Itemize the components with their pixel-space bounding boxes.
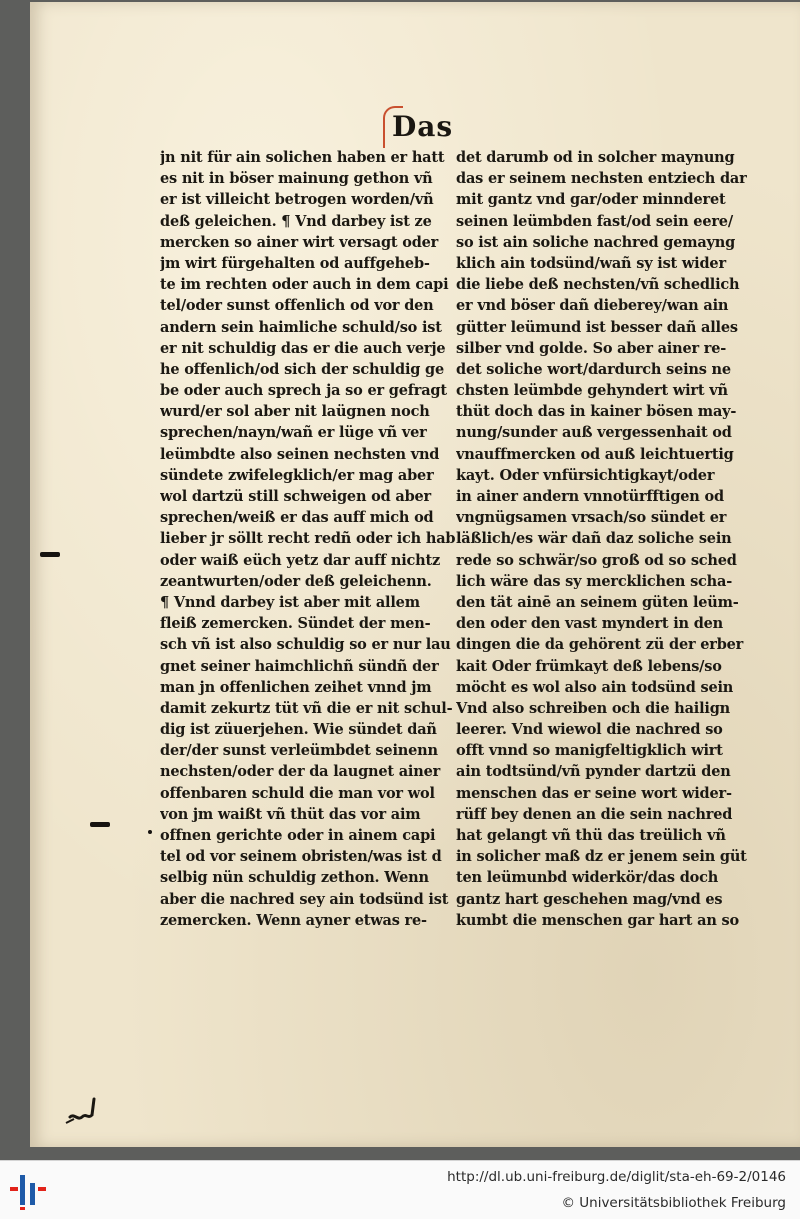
- text-line: tel/oder sunst offenlich od vor den: [160, 297, 434, 315]
- text-line: sündete zwifelegklich/er mag aber: [160, 466, 434, 484]
- text-line: möcht es wol also ain todsünd sein: [456, 678, 734, 696]
- text-line: sprechen/nayn/wañ er lüge vñ ver: [160, 424, 427, 442]
- text-line: nechsten/oder der da laugnet ainer: [160, 763, 441, 781]
- text-line: selbig nün schuldig zethon. Wenn: [160, 869, 429, 887]
- page-heading: Das: [392, 110, 454, 143]
- text-line: Vnd also schreiben och die hailign: [456, 699, 730, 717]
- text-line: vnauffmercken od auß leichtuertig: [456, 445, 734, 463]
- text-line: thüt doch das in kainer bösen may-: [456, 403, 737, 421]
- text-line: leerer. Vnd wiewol die nachred so: [456, 721, 723, 739]
- text-line: jm wirt fürgehalten od auffgeheb-: [160, 254, 430, 272]
- text-line: kayt. Oder vnfürsichtigkayt/oder: [456, 466, 715, 484]
- text-line: rüff bey denen an die sein nachred: [456, 805, 733, 823]
- text-line: lich wäre das sy mercklichen scha-: [456, 572, 733, 590]
- text-line: gütter leümund ist besser dañ alles: [456, 318, 738, 336]
- text-line: es nit in böser mainung gethon vñ: [160, 170, 433, 188]
- text-line: kumbt die menschen gar hart an so: [456, 911, 739, 929]
- text-line: aber die nachred sey ain todsünd ist: [160, 890, 449, 908]
- text-line: er vnd böser dañ dieberey/wan ain: [456, 297, 729, 315]
- text-line: dig ist züuerjehen. Wie sündet dañ: [160, 721, 437, 739]
- text-line: offt vnnd so manigfeltigklich wirt: [456, 742, 723, 760]
- text-line: wol dartzü still schweigen od aber: [160, 488, 432, 505]
- text-line: läßlich/es wär dañ daz soliche sein: [456, 530, 732, 548]
- text-line: sch vñ ist also schuldig so er nur lau: [160, 636, 451, 654]
- text-line: den tät ainē an seinem güten leüm-: [456, 593, 739, 611]
- text-line: damit zekurtz tüt vñ die er nit schul-: [160, 699, 453, 717]
- text-line: vngnügsamen vrsach/so sündet er: [456, 509, 727, 527]
- text-line: den oder den vast myndert in den: [456, 615, 724, 633]
- text-line: in solicher maß dz er jenem sein güt: [456, 848, 747, 866]
- text-line: det soliche wort/dardurch seins ne: [456, 360, 731, 378]
- text-line: gantz hart geschehen mag/vnd es: [456, 890, 723, 908]
- text-line: zeantwurten/oder deß geleichenn.: [160, 572, 432, 590]
- text-line: menschen das er seine wort wider-: [456, 784, 732, 802]
- text-line: te im rechten oder auch in dem capi: [160, 276, 449, 294]
- text-line: sprechen/weiß er das auff mich od: [160, 509, 434, 527]
- text-line: er nit schuldig das er die auch verje: [160, 339, 446, 357]
- text-line: gnet seiner haimchlichñ sündñ der: [160, 657, 439, 675]
- text-column-right: [456, 147, 747, 931]
- text-line: mercken so ainer wirt versagt oder: [160, 233, 439, 251]
- text-line: be oder auch sprech ja so er gefragt: [160, 382, 447, 400]
- text-line: chsten leümbde gehyndert wirt vñ: [456, 382, 728, 400]
- text-line: wurd/er sol aber nit laügnen noch: [160, 403, 430, 421]
- text-line: die liebe deß nechsten/vñ schedlich: [456, 276, 740, 294]
- corner-flourish-mark: [64, 1087, 104, 1127]
- text-line: deß geleichen. ¶ Vnd darbey ist ze: [160, 212, 432, 230]
- text-column-left: [160, 147, 455, 931]
- text-line: zemercken. Wenn ayner etwas re-: [160, 911, 427, 929]
- text-line: in ainer andern vnnotürfftigen od: [456, 488, 724, 505]
- text-line: det darumb od in solcher maynung: [456, 149, 735, 166]
- text-line: mit gantz vnd gar/oder minnderet: [456, 191, 726, 209]
- text-line: das er seinem nechsten entziech dar: [456, 170, 747, 188]
- text-line: man jn offenlichen zeihet vnnd jm: [160, 678, 432, 696]
- source-url-link[interactable]: http://dl.ub.uni-freiburg.de/diglit/sta-eh-69-2/0146: [447, 1169, 786, 1185]
- text-line: von jm waißt vñ thüt das vor aim: [160, 805, 421, 823]
- text-line: seinen leümbden fast/od sein eere/: [456, 212, 733, 230]
- text-line: jn nit für ain solichen haben er hatt: [160, 149, 445, 166]
- text-line: kait Oder frümkayt deß lebens/so: [456, 657, 722, 675]
- text-line: lieber jr söllt recht redñ oder ich hab: [160, 530, 456, 548]
- margin-mark: [90, 822, 110, 827]
- text-line: offnen gerichte oder in ainem capi: [160, 827, 436, 844]
- library-logo-icon: [8, 1169, 48, 1211]
- text-line: tel od vor seinem obristen/was ist d: [160, 848, 442, 866]
- text-line: er ist villeicht betrogen worden/vñ: [160, 191, 434, 209]
- text-line: offenbaren schuld die man vor wol: [160, 784, 435, 802]
- text-line: andern sein haimliche schuld/so ist: [160, 318, 442, 336]
- text-line: leümbdte also seinen nechsten vnd: [160, 445, 440, 463]
- text-line: ain todtsünd/vñ pynder dartzü den: [456, 763, 731, 781]
- text-line: nung/sunder auß vergessenhait od: [456, 424, 732, 442]
- footer-bar: [0, 1160, 800, 1219]
- margin-dot: [148, 830, 152, 834]
- text-line: silber vnd golde. So aber ainer re-: [456, 339, 727, 357]
- text-line: rede so schwär/so groß od so sched: [456, 551, 737, 569]
- text-line: dingen die da gehörent zü der erber: [456, 636, 744, 654]
- text-line: he offenlich/od sich der schuldig ge: [160, 360, 444, 378]
- text-line: oder waiß eüch yetz dar auff nichtz: [160, 551, 441, 569]
- margin-mark: [40, 552, 60, 557]
- text-line: hat gelangt vñ thü das treülich vñ: [456, 827, 726, 844]
- text-line: klich ain todsünd/wañ sy ist wider: [456, 254, 726, 272]
- copyright-credit: © Universitätsbibliothek Freiburg: [561, 1195, 786, 1211]
- text-line: ¶ Vnnd darbey ist aber mit allem: [160, 593, 420, 611]
- text-line: so ist ain soliche nachred gemayng: [456, 233, 736, 251]
- text-line: fleiß zemercken. Sündet der men-: [160, 615, 431, 633]
- text-line: der/der sunst verleümbdet seinenn: [160, 742, 438, 760]
- text-line: ten leümunbd widerkör/das doch: [456, 869, 719, 887]
